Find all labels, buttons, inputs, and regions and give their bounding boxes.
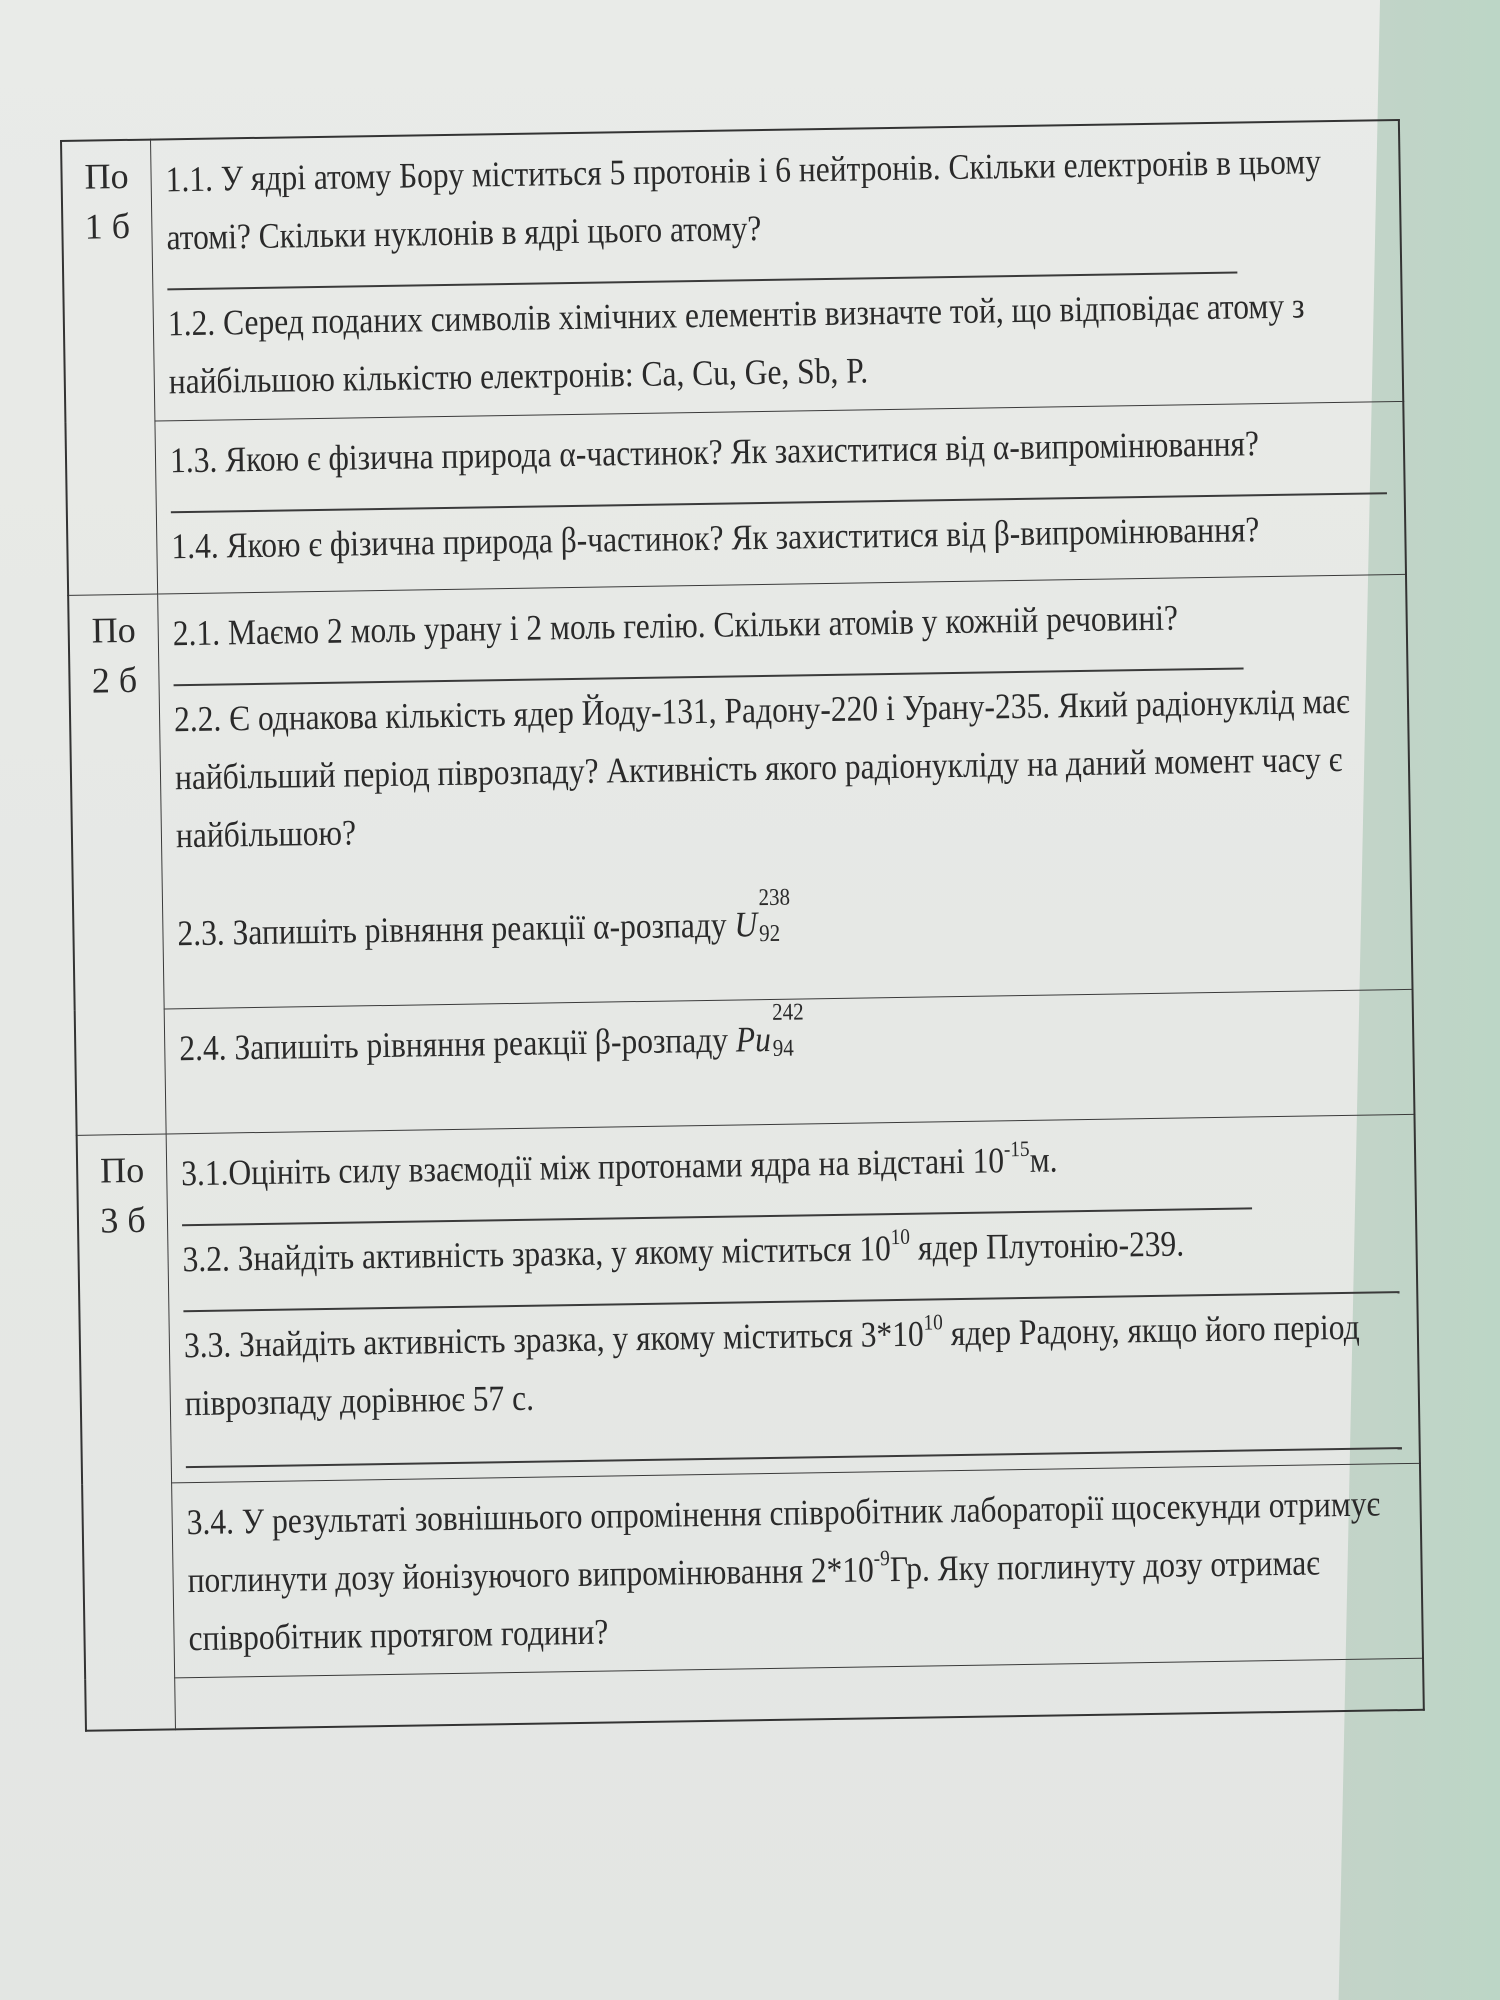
question-3-4-text: 3.4. У результаті зовнішнього опромінення співробітник лабораторії щосекунди отримує поглинути дозу йонізуючого випромінювання 2*10 [186, 1483, 1381, 1601]
nuclide-mass-number: 238 [758, 884, 791, 912]
nuclide-mass-number: 242 [771, 999, 804, 1026]
exam-table-wrapper [60, 119, 1425, 1732]
section-2-label-line1: По [91, 609, 137, 651]
section-1-group-b [155, 401, 1406, 594]
question-3-2-tail: ядер Плутонію-239. [909, 1223, 1185, 1268]
section-3-label-line1: По [99, 1149, 145, 1191]
section-3-group-b [172, 1463, 1423, 1678]
section-2-label [68, 594, 166, 1135]
section-1-label [61, 140, 158, 596]
section-1-label-line1: По [84, 155, 129, 197]
section-2-group-a [158, 574, 1413, 1009]
question-1-1: 1.1. У ядрі атому Бору міститься 5 протонів і 6 нейтронів. Скільки електронів в цьому атомі? Скільки нуклонів в ядрі цього атому? [165, 141, 1322, 258]
question-3-2-text: 3.2. Знайдіть активність зразка, у якому міститься 10 [182, 1228, 892, 1280]
section-1-group-a [151, 120, 1404, 421]
exam-table [60, 119, 1425, 1732]
question-1-4: 1.4. Якою є фізична природа β-частинок? Як захиститися від β-випромінювання? [171, 509, 1260, 567]
question-2-4-text: 2.4. Запишіть рівняння реакції β-розпаду [178, 1019, 737, 1069]
section-2-group-b [164, 989, 1414, 1134]
nuclide-symbol: U [734, 904, 758, 945]
nuclide-symbol: Pu [735, 1018, 772, 1060]
section-1-row-b [65, 401, 1406, 595]
section-1-label-line2: 1 б [84, 205, 131, 247]
question-2-2: 2.2. Є однакова кількість ядер Йоду-131, Радону-220 і Урану-235. Який радіонуклід має найбільший період піврозпаду? Активність якого радіонукліду на даний момент часу є найбільшою? [173, 680, 1350, 856]
exponent: -15 [1003, 1135, 1030, 1162]
question-3-4 [186, 1474, 1404, 1667]
uranium-nuclide [734, 884, 796, 948]
section-3-group-a [166, 1114, 1420, 1483]
nuclide-atomic-number: 94 [772, 1035, 794, 1062]
section-3-row-b [82, 1463, 1423, 1679]
exponent: 10 [923, 1309, 943, 1335]
question-3-1-text: 3.1.Оцініть силу взаємодії між протонами ядра на відстані 10 [180, 1140, 1005, 1194]
section-2-label-line2: 2 б [91, 659, 138, 701]
question-3-4-tail: Гр. Яку поглинуту дозу отримає співробітник протягом години? [188, 1542, 1320, 1659]
nuclide-atomic-number: 92 [758, 920, 781, 948]
question-1-3: 1.3. Якою є фізична природа α-частинок? Як захиститися від α-випромінювання? [169, 423, 1260, 481]
section-1-row-a [61, 120, 1403, 422]
section-3-row-a [77, 1114, 1420, 1484]
question-2-3-text: 2.3. Запишіть рівняння реакції α-розпаду [177, 904, 735, 954]
exponent: -9 [873, 1545, 890, 1571]
question-2-1: 2.1. Маємо 2 моль урану і 2 моль гелію. Скільки атомів у кожній речовині? [172, 597, 1179, 654]
question-1-2: 1.2. Серед поданих символів хімічних елементів визначте той, що відповідає атому з найбільшою кількістю електронів: Са, Cu, Ge, Sb, P. [167, 285, 1305, 402]
section-2-row-b [75, 989, 1415, 1135]
question-3-3-tail: ядер Радону, якщо його період піврозпаду дорівнює 57 с. [184, 1306, 1360, 1424]
exponent: 10 [890, 1223, 911, 1250]
section-2-row-a [68, 574, 1412, 1010]
question-3-1-unit: м. [1029, 1139, 1058, 1180]
question-3-3 [183, 1297, 1401, 1432]
section-3-label-line2: 3 б [99, 1199, 146, 1241]
question-3-3-text: 3.3. Знайдіть активність зразка, у якому міститься 3*10 [183, 1313, 924, 1366]
section-3-label [77, 1134, 176, 1731]
plutonium-nuclide [735, 999, 809, 1062]
